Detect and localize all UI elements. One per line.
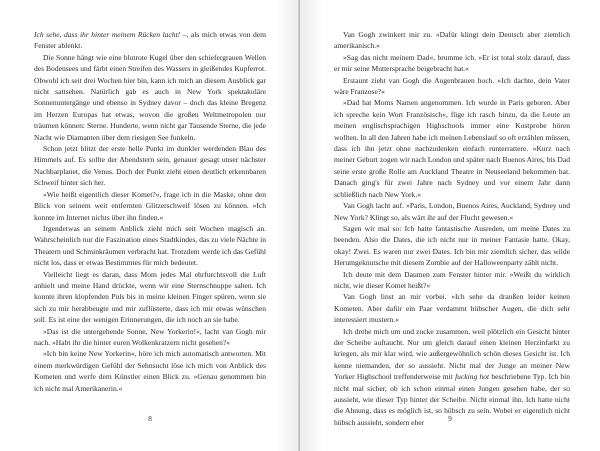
paragraph — [34, 189, 266, 223]
paragraph-text: »Dad hat Moms Namen angenommen. Ich wurde in Paris geboren. Aber ich spreche kein Wort Französisch«, füge ich rasch hinzu, da die Leute an meinen englischsprachigen Highschools immer eine Kostprobe hören wollten. In all den Jahren habe ich meinen Lebenslauf so oft erzählen müssen, dass ich ihn jetzt ohne nachzudenken einfach runterrattere. »Kurz nach meiner Geburt zogen wir nach London und später nach Buenos Aires, bis Dad seine erste große Rolle am Auckland Theatre in Neuseeland bekommen hat. Danach ging's für zwei Jahre nach Sydney und vor einem Jahr dann schließlich nach New York.« — [334, 98, 570, 199]
paragraph — [34, 269, 266, 326]
paragraph-italic-text: fucking hot — [455, 372, 490, 382]
paragraph — [334, 29, 570, 52]
paragraph — [334, 326, 570, 429]
page-number-left: 8 — [148, 414, 152, 423]
paragraph-text: Ich drehe mich um und zucke zusammen, weil plötzlich ein Gesicht hinter der Scheibe auftaucht. Nur um gleich darauf einen kleinen Herzinfarkt zu kriegen, als mir klar wird, wie außergewöhnlich schön dieses Gesicht ist. Ich kenne niemanden, der so aussieht. Nicht mal der Junge an meiner New Yorker Highschool treffenderweise mit — [334, 326, 570, 382]
paragraph — [34, 52, 266, 143]
paragraph — [334, 97, 570, 200]
paragraph-text: beschriebene Typ. Ich bin nicht mal sicher, ob ich schon einmal einen Jungen gesehen habe, der so aussieht, wie dieser Typ hinter der Scheibe. Nicht einmal ihn. Ich hatte nicht die Ahnung, dass es möglich ist, so hübsch zu sein. Wobei er eigentlich nicht hübsch aussieht, sondern eher — [334, 372, 570, 427]
paragraph — [34, 223, 266, 269]
page-number-right: 9 — [448, 414, 452, 423]
paragraph — [34, 143, 266, 189]
paragraph-text: »Wie heißt eigentlich dieser Komet?«, frage ich in die Maske, ohne den Blick von seinem weit entfernten Glitzerschweif lösen zu können. »Ich konnte im Internet nichts über ihn finden.« — [34, 189, 266, 222]
paragraph — [34, 29, 266, 52]
paragraph-text: Ich deute mit dem Daumen zum Fenster hinter mir. »Weißt du wirklich nicht, wie dieser Komet heißt?« — [334, 269, 570, 290]
paragraph — [334, 75, 570, 98]
paragraph-text: Van Gogh zwinkert mir zu. »Dafür klingt dein Deutsch aber ziemlich amerikanisch.« — [334, 30, 570, 51]
paragraph-text: Irgendetwas an seinem Anblick zieht mich seit Wochen magisch an. Wahrscheinlich nur die Faszination eines Stadtkindes, das zu viele Nächte in Theatern und Schminkräumen verbracht hat. Trotzdem werde ich das Gefühl nicht los, dass er etwas Bestimmtes für mich bedeutet. — [34, 223, 266, 268]
paragraph — [334, 269, 570, 292]
right-page — [300, 0, 600, 451]
paragraph-text: »Das ist die untergehende Sonne, New Yorkerin!«, lacht van Gogh mir nach. »Habt ihr die hinter euren Wolkenkratzern nicht gesehen?« — [34, 326, 266, 347]
paragraph-text: –, als mich etwas von dem Fenster ablenkt. — [34, 30, 266, 51]
paragraph — [334, 52, 570, 75]
paragraph-text: Die Sonne hängt wie eine blutrote Kugel über den schiefergrauen Wellen des Bodensees und färbt einen Streifen des Wassers in gleißendes Kupferrot. Obwohl ich seit drei Wochen hier bin, kann ich mich an diesem Ausblick gar nicht sattsehen. Natürlich gab es auch in New York spektakuläre Sonnenuntergänge und ebenso in Sydney davor – doch das kleine Bregenz im Herzen Europas hat etwas, wovon die großen Weltmetropolen nur träumen können: Sterne. Hunderte, wenn nicht gar Tausende Sterne, die jede Nacht wie Diamanten über dem riesigen See funkeln. — [34, 52, 266, 142]
paragraph — [334, 291, 570, 325]
paragraph-italic-text: Ich sehe, dass ihr hinter meinem Rücken lacht! — [34, 30, 181, 39]
paragraph — [34, 326, 266, 349]
left-page-text — [34, 29, 266, 394]
paragraph-text: Erstaunt zieht van Gogh die Augenbrauen hoch. »Ich dachte, dein Vater wäre Franzose?« — [334, 75, 570, 97]
paragraph-text: Vielleicht liegt es daran, dass Mom jedes Mal ehrfurchtsvoll die Luft anhielt und meine Hand drückte, wenn wir eine Sternschnuppe sahen. Ich konnte ihren klopfenden Puls bis in meine kleinen Finger spüren, wenn sie sich zu mir herabbeugte und mir zuflüsterte, dass ich mir etwas wünschen soll. Es ist eine der wenigen Erinnerungen, die ich noch an sie habe. — [34, 269, 266, 325]
paragraph-text: Schon jetzt blitzt der erste helle Punkt im dunkler werdenden Blau des Himmels auf. Es sollte der Abendstern sein, genauer gesagt unser nächster Nachbarplanet, die Venus. Doch der Punkt zieht einen deutlich erkennbaren Schweif hinter sich her. — [34, 144, 266, 188]
paragraph-text: Van Gogh lacht auf. »Paris, London, Buenos Aires, Auckland, Sydney und New York? Klingt so, als wärt ihr auf der Flucht gewesen.« — [334, 201, 570, 222]
paragraph-text: Van Gogh linst an mir vorbei. »Ich sehe da draußen leider keinen Kometen. Aber dafür ein Paar verdammt hübscher Augen, die dich sehr interessiert mustern.« — [334, 292, 570, 325]
paragraph-text: »Ich bin keine New Yorkerin«, höre ich mich automatisch antworten. Mit einem merkwürdigen Gefühl der Sehnsucht löse ich mich von Anblick des Kometen und werfe dem Künstler einen Blick zu. »Genau genommen bin ich nicht mal Amerikanerin.« — [34, 349, 266, 393]
paragraph-text: »Sag das nicht meinem Dad«, brumme ich. »Er ist total stolz darauf, dass er mir seine Muttersprache beigebracht hat.« — [334, 52, 570, 74]
right-page-text — [334, 29, 570, 428]
paragraph — [34, 348, 266, 394]
paragraph — [334, 200, 570, 223]
paragraph — [334, 223, 570, 269]
paragraph-text: Sagen wir mal so: Ich hatte fantastische Ausreden, um meine Dates zu beenden. Also die Dates, die ich nicht nur in meiner Fantasie hatte. Okay, okay! Zwei. Es waren nur zwei Dates. Ich bin mir ziemlich sicher, das wilde Herumgeknutsche mit diesem Zombie auf der Halloweenparty zählt nicht. — [334, 223, 570, 268]
